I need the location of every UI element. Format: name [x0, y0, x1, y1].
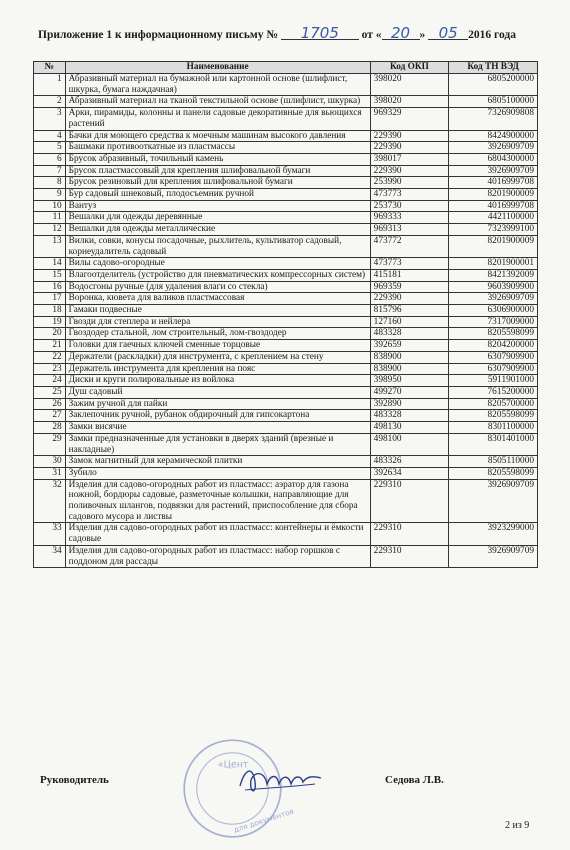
col-number: № — [34, 62, 66, 74]
row-number: 10 — [34, 200, 66, 212]
table-row — [34, 316, 538, 328]
row-number: 24 — [34, 375, 66, 387]
row-okp: 498100 — [370, 433, 449, 455]
row-name: Вешалки для одежды металлические — [65, 224, 370, 236]
row-tnved: 6307909900 — [449, 363, 538, 375]
row-number: 29 — [34, 433, 66, 455]
table-row — [34, 467, 538, 479]
table-row — [34, 523, 538, 545]
row-tnved: 3926909709 — [449, 165, 538, 177]
row-okp: 127160 — [370, 316, 449, 328]
table-row — [34, 340, 538, 352]
table-row — [34, 142, 538, 154]
row-tnved: 5911901000 — [449, 375, 538, 387]
table-row — [34, 269, 538, 281]
row-number: 28 — [34, 422, 66, 434]
row-name: Замки висячие — [65, 422, 370, 434]
row-okp: 392634 — [370, 467, 449, 479]
table-row — [34, 375, 538, 387]
table-header-row — [34, 62, 538, 74]
row-name: Гвоздодер стальной, лом строительный, лом-гвоздодер — [65, 328, 370, 340]
row-number: 33 — [34, 523, 66, 545]
row-name: Зажим ручной для пайки — [65, 398, 370, 410]
row-number: 1 — [34, 74, 66, 96]
row-okp: 253990 — [370, 177, 449, 189]
table-row — [34, 212, 538, 224]
table-row — [34, 422, 538, 434]
row-number: 15 — [34, 269, 66, 281]
row-okp: 483326 — [370, 456, 449, 468]
row-tnved: 6307909900 — [449, 351, 538, 363]
row-name: Вантуз — [65, 200, 370, 212]
row-tnved: 6804300000 — [449, 153, 538, 165]
row-tnved: 7323999100 — [449, 224, 538, 236]
table-row — [34, 456, 538, 468]
row-okp: 392659 — [370, 340, 449, 352]
table-row — [34, 281, 538, 293]
signature-scribble — [235, 760, 325, 800]
row-name: Вилки, совки, конусы посадочные, рыхлитель, культиватор садовый, корнеудалитель садовый — [65, 235, 370, 257]
row-tnved: 8201900009 — [449, 235, 538, 257]
row-number: 7 — [34, 165, 66, 177]
row-okp: 473772 — [370, 235, 449, 257]
signatory-name: Седова Л.В. — [385, 774, 444, 786]
row-okp: 969313 — [370, 224, 449, 236]
row-number: 3 — [34, 108, 66, 130]
heading-prefix: Приложение 1 к информационному письму № — [38, 29, 278, 41]
col-name: Наименование — [65, 62, 370, 74]
row-number: 23 — [34, 363, 66, 375]
row-name: Влагоотделитель (устройство для пневматических компрессорных систем) — [65, 269, 370, 281]
row-tnved: 7326909808 — [449, 108, 538, 130]
document-heading — [38, 24, 538, 42]
row-name: Душ садовый — [65, 386, 370, 398]
table-row — [34, 479, 538, 523]
col-tnved: Код ТН ВЭД — [449, 62, 538, 74]
row-number: 6 — [34, 153, 66, 165]
row-tnved: 6805100000 — [449, 96, 538, 108]
row-name: Изделия для садово-огородных работ из пластмасс: аэратор для газона ножной, бордюры садовые, разметочные колышки, направляющие для поливочных шлангов, подвязки для растений, приспособление для сбора садового мусора и листвы — [65, 479, 370, 523]
table-row — [34, 433, 538, 455]
svg-text:«Цент: «Цент — [217, 759, 249, 771]
row-name: Гвозди для степлера и нейлера — [65, 316, 370, 328]
svg-text:для документов: для документов — [232, 806, 295, 835]
row-tnved: 6805200000 — [449, 74, 538, 96]
row-name: Башмаки противооткатные из пластмассы — [65, 142, 370, 154]
row-name: Арки, пирамиды, колонны и панели садовые декоративные для вьющихся растений — [65, 108, 370, 130]
row-tnved: 3926909709 — [449, 142, 538, 154]
row-okp: 815796 — [370, 305, 449, 317]
row-number: 8 — [34, 177, 66, 189]
row-tnved: 8301100000 — [449, 422, 538, 434]
row-okp: 838900 — [370, 363, 449, 375]
row-number: 13 — [34, 235, 66, 257]
row-name: Заклепочник ручной, рубанок обдирочный для гипсокартона — [65, 410, 370, 422]
letter-day: 20 — [382, 27, 420, 40]
row-tnved: 9603909900 — [449, 281, 538, 293]
row-okp: 969329 — [370, 108, 449, 130]
row-okp: 229390 — [370, 165, 449, 177]
row-number: 17 — [34, 293, 66, 305]
row-name: Вешалки для одежды деревянные — [65, 212, 370, 224]
row-number: 11 — [34, 212, 66, 224]
row-okp: 229310 — [370, 479, 449, 523]
row-okp: 838900 — [370, 351, 449, 363]
row-name: Головки для гаечных ключей сменные торцовые — [65, 340, 370, 352]
row-tnved: 7317009000 — [449, 316, 538, 328]
row-tnved: 8205598099 — [449, 328, 538, 340]
table-row — [34, 293, 538, 305]
row-okp: 398020 — [370, 96, 449, 108]
table-row — [34, 258, 538, 270]
table-row — [34, 235, 538, 257]
table-row — [34, 224, 538, 236]
row-name: Абразивный материал на тканой текстильной основе (шлифлист, шкурка) — [65, 96, 370, 108]
row-name: Изделия для садово-огородных работ из пластмасс: набор горшков с поддоном для рассады — [65, 545, 370, 567]
row-okp: 473773 — [370, 258, 449, 270]
row-tnved: 8424900000 — [449, 130, 538, 142]
signatory-role: Руководитель — [40, 774, 109, 786]
row-okp: 483328 — [370, 410, 449, 422]
row-name: Абразивный материал на бумажной или картонной основе (шлифлист, шкурка, бумага наждачная) — [65, 74, 370, 96]
table-row — [34, 386, 538, 398]
row-name: Держатели (раскладки) для инструмента, с креплением на стену — [65, 351, 370, 363]
row-name: Брусок резиновый для крепления шлифовальной бумаги — [65, 177, 370, 189]
row-number: 19 — [34, 316, 66, 328]
row-okp: 229390 — [370, 293, 449, 305]
row-tnved: 3926909709 — [449, 293, 538, 305]
row-number: 12 — [34, 224, 66, 236]
row-name: Держатель инструмента для крепления на пояс — [65, 363, 370, 375]
row-number: 18 — [34, 305, 66, 317]
heading-from: от « — [361, 29, 382, 41]
table-row — [34, 96, 538, 108]
row-okp: 498130 — [370, 422, 449, 434]
table-row — [34, 545, 538, 567]
row-tnved: 4016999708 — [449, 200, 538, 212]
row-okp: 229390 — [370, 130, 449, 142]
row-number: 30 — [34, 456, 66, 468]
letter-year: 2016 года — [468, 29, 516, 41]
row-okp: 415181 — [370, 269, 449, 281]
letter-month: 05 — [428, 27, 468, 40]
row-name: Изделия для садово-огородных работ из пластмасс: контейнеры и ёмкости садовые — [65, 523, 370, 545]
row-tnved: 3926909709 — [449, 545, 538, 567]
row-name: Брусок пластмассовый для крепления шлифовальной бумаги — [65, 165, 370, 177]
table-row — [34, 398, 538, 410]
row-okp: 398950 — [370, 375, 449, 387]
table-row — [34, 177, 538, 189]
row-okp: 398017 — [370, 153, 449, 165]
row-number: 25 — [34, 386, 66, 398]
row-name: Бур садовый шнековый, плодосъемник ручной — [65, 189, 370, 201]
row-name: Бачки для моющего средства к моечным машинам высокого давления — [65, 130, 370, 142]
row-okp: 229390 — [370, 142, 449, 154]
row-number: 16 — [34, 281, 66, 293]
row-tnved: 4421100000 — [449, 212, 538, 224]
col-okp: Код ОКП — [370, 62, 449, 74]
row-tnved: 8301401000 — [449, 433, 538, 455]
heading-sep: » — [419, 29, 426, 41]
row-name: Вилы садово-огородные — [65, 258, 370, 270]
row-number: 27 — [34, 410, 66, 422]
row-okp: 392890 — [370, 398, 449, 410]
table-row — [34, 165, 538, 177]
table-row — [34, 189, 538, 201]
row-name: Зубило — [65, 467, 370, 479]
row-number: 5 — [34, 142, 66, 154]
row-tnved: 3926909709 — [449, 479, 538, 523]
products-table — [33, 61, 538, 568]
row-tnved: 8201900001 — [449, 258, 538, 270]
row-name: Водосгоны ручные (для удаления влаги со стекла) — [65, 281, 370, 293]
row-name: Замок магнитный для керамической плитки — [65, 456, 370, 468]
row-number: 4 — [34, 130, 66, 142]
row-number: 9 — [34, 189, 66, 201]
row-okp: 229310 — [370, 523, 449, 545]
row-tnved: 8201900009 — [449, 189, 538, 201]
row-tnved: 3923299000 — [449, 523, 538, 545]
table-row — [34, 351, 538, 363]
row-tnved: 6306900000 — [449, 305, 538, 317]
row-tnved: 8205700000 — [449, 398, 538, 410]
row-tnved: 7615200000 — [449, 386, 538, 398]
row-number: 26 — [34, 398, 66, 410]
row-number: 22 — [34, 351, 66, 363]
row-number: 31 — [34, 467, 66, 479]
table-row — [34, 74, 538, 96]
page-counter: 2 из 9 — [505, 820, 530, 831]
row-okp: 229310 — [370, 545, 449, 567]
table-row — [34, 305, 538, 317]
row-okp: 969333 — [370, 212, 449, 224]
row-tnved: 8205598099 — [449, 467, 538, 479]
table-row — [34, 130, 538, 142]
table-row — [34, 108, 538, 130]
row-number: 21 — [34, 340, 66, 352]
row-okp: 473773 — [370, 189, 449, 201]
row-name: Замки предназначенные для установки в дверях зданий (врезные и накладные) — [65, 433, 370, 455]
table-row — [34, 328, 538, 340]
table-row — [34, 410, 538, 422]
row-number: 20 — [34, 328, 66, 340]
row-tnved: 8421392009 — [449, 269, 538, 281]
table-body — [34, 74, 538, 568]
table-row — [34, 153, 538, 165]
letter-number: 1705 — [281, 27, 359, 40]
row-okp: 483328 — [370, 328, 449, 340]
row-number: 32 — [34, 479, 66, 523]
row-name: Брусок абразивный, точильный камень — [65, 153, 370, 165]
row-name: Воронка, кювета для валиков пластмассовая — [65, 293, 370, 305]
row-name: Диски и круги полировальные из войлока — [65, 375, 370, 387]
row-okp: 253730 — [370, 200, 449, 212]
row-okp: 499270 — [370, 386, 449, 398]
row-okp: 398020 — [370, 74, 449, 96]
table-row — [34, 363, 538, 375]
row-tnved: 4016999708 — [449, 177, 538, 189]
row-okp: 969359 — [370, 281, 449, 293]
table-row — [34, 200, 538, 212]
row-number: 34 — [34, 545, 66, 567]
row-number: 2 — [34, 96, 66, 108]
row-tnved: 8204200000 — [449, 340, 538, 352]
row-name: Гамаки подвесные — [65, 305, 370, 317]
row-tnved: 8505110000 — [449, 456, 538, 468]
row-number: 14 — [34, 258, 66, 270]
row-tnved: 8205598099 — [449, 410, 538, 422]
